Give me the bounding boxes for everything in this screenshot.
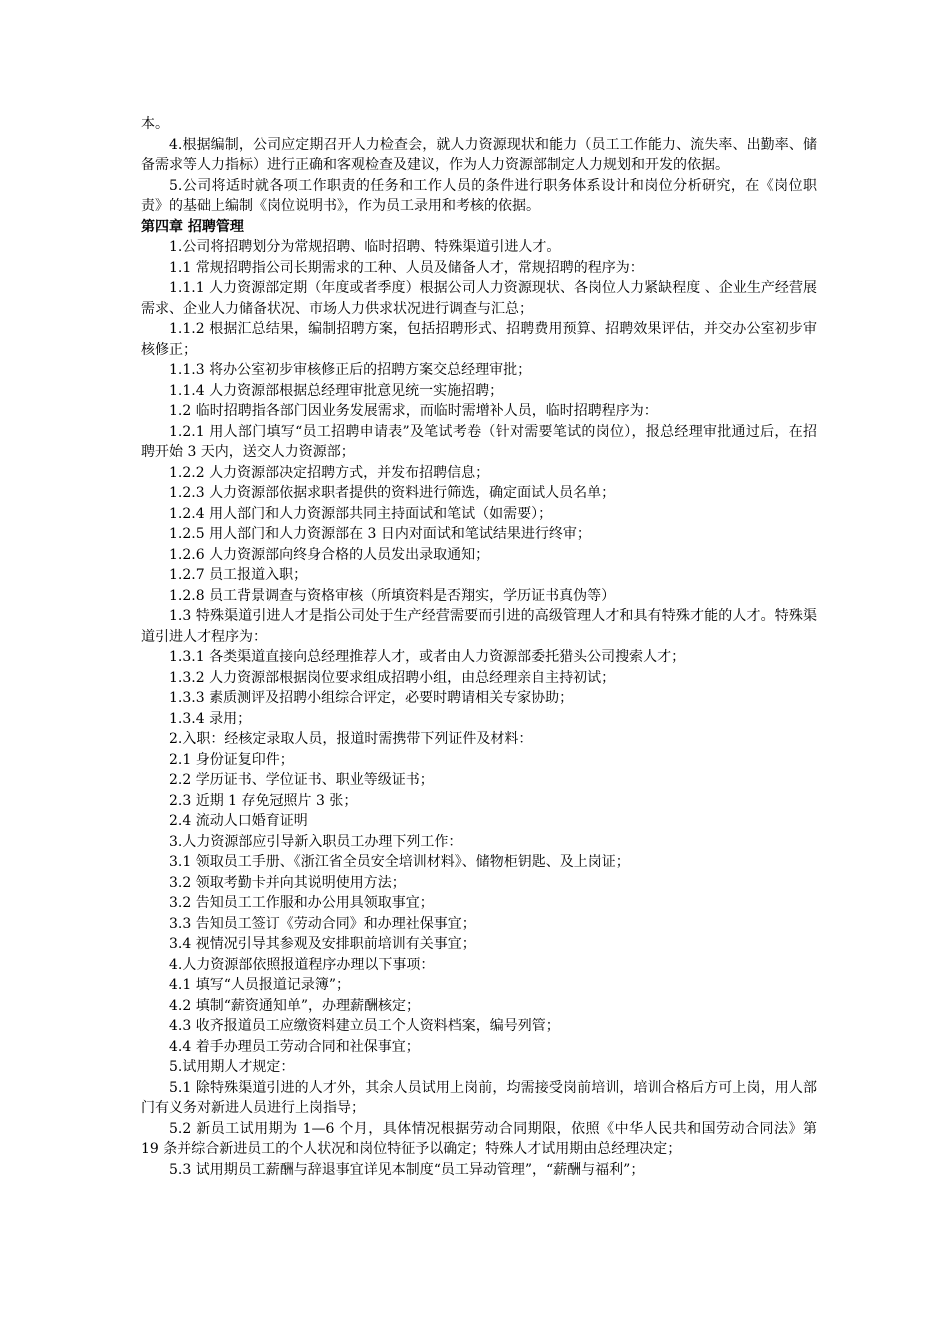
- paragraph: 3.人力资源部应引导新入职员工办理下列工作：: [169, 833, 463, 850]
- paragraph: 2.1 身份证复印件；: [169, 751, 294, 768]
- chapter-heading: 第四章 招聘管理: [141, 218, 244, 235]
- paragraph: 本。: [141, 116, 169, 132]
- paragraph: 3.2 领取考勤卡并向其说明使用方法；: [169, 874, 406, 891]
- paragraph: 1.2.6 人力资源部向终身合格的人员发出录取通知；: [169, 546, 490, 563]
- paragraph: 1.1.3 将办公室初步审核修正后的招聘方案交总经理审批；: [169, 362, 532, 378]
- paragraph: 4.1 填写“人员报道记录簿”；: [169, 977, 351, 993]
- paragraph: 2.3 近期 1 存免冠照片 3 张；: [169, 792, 358, 809]
- paragraph: 3.4 视情况引导其参观及安排职前培训有关事宜；: [169, 936, 476, 952]
- paragraph: 5.1 除特殊渠道引进的人才外，其余人员试用上岗前，均需接受岗前培训，培训合格后方可上岗，用人部门有义务对新进人员进行上岗指导；: [141, 1079, 817, 1116]
- paragraph-list: [141, 237, 817, 1180]
- paragraph: 3.3 告知员工签订《劳动合同》和办理社保事宜；: [169, 915, 476, 932]
- paragraph: 5.3 试用期员工薪酬与辞退事宜详见本制度“员工异动管理”，“薪酬与福利”；: [169, 1161, 645, 1178]
- document-page: [141, 114, 817, 1180]
- paragraph: 1.2.7 员工报道入职；: [169, 567, 308, 583]
- paragraph: 5.2 新员工试用期为 1—6 个月，具体情况根据劳动合同期限，依照《中华人民共和国劳动合同法》第 19 条并综合新进员工的个人状况和岗位特征予以确定；特殊人才试用期由总经理决定；: [141, 1120, 817, 1157]
- paragraph: 1.2.5 用人部门和人力资源部在 3 日内对面试和笔试结果进行终审；: [169, 526, 591, 542]
- paragraph: 2.4 流动人口婚育证明: [169, 813, 308, 829]
- paragraph: 3.1 领取员工手册、《浙江省全员安全培训材料》、储物柜钥匙、及上岗证；: [169, 854, 630, 870]
- paragraph: 1.3.4 录用；: [169, 710, 252, 727]
- paragraph: 1.3.2 人力资源部根据岗位要求组成招聘小组，由总经理亲自主持初试；: [169, 669, 616, 686]
- paragraph: 2.2 学历证书、学位证书、职业等级证书；: [169, 772, 434, 788]
- paragraph: 5.试用期人才规定：: [169, 1059, 295, 1075]
- paragraph: 4.4 着手办理员工劳动合同和社保事宜；: [169, 1038, 420, 1055]
- paragraph: 1.3 特殊渠道引进人才是指公司处于生产经营需要而引进的高级管理人才和具有特殊才能的人才。特殊渠道引进人才程序为：: [141, 608, 817, 645]
- paragraph: 4.3 收齐报道员工应缴资料建立员工个人资料档案，编号列管；: [169, 1018, 560, 1034]
- paragraph: 4.根据编制，公司应定期召开人力检查会，就人力资源现状和能力（员工工作能力、流失率、出勤率、储备需求等人力指标）进行正确和客观检查及建议，作为人力资源部制定人力规划和开发的依据。: [141, 136, 817, 173]
- paragraph: 5.公司将适时就各项工作职责的任务和工作人员的条件进行职务体系设计和岗位分析研究，在《岗位职责》的基础上编制《岗位说明书》，作为员工录用和考核的依据。: [141, 177, 817, 214]
- paragraph: 1.2.2 人力资源部决定招聘方式，并发布招聘信息；: [169, 464, 490, 481]
- paragraph: 4.2 填制“薪资通知单”，办理薪酬核定；: [169, 997, 421, 1014]
- paragraph: 2.入职：经核定录取人员，报道时需携带下列证件及材料：: [169, 731, 533, 747]
- paragraph: 3.2 告知员工工作服和办公用具领取事宜；: [169, 895, 434, 911]
- paragraph: 1.1.4 人力资源部根据总经理审批意见统一实施招聘；: [169, 382, 504, 399]
- paragraph: 1.3.3 素质测评及招聘小组综合评定，必要时聘请相关专家协助；: [169, 690, 574, 706]
- paragraph: 1.2.4 用人部门和人力资源部共同主持面试和笔试（如需要）；: [169, 505, 553, 522]
- paragraph: 1.2.8 员工背景调查与资格审核（所填资料是否翔实，学历证书真伪等）: [169, 587, 616, 604]
- paragraph: 1.2.1 用人部门填写“员工招聘申请表”及笔试考卷（针对需要笔试的岗位），报总经理审批通过后，在招聘开始 3 天内，送交人力资源部；: [141, 423, 817, 460]
- paragraph: 1.1 常规招聘指公司长期需求的工种、人员及储备人才，常规招聘的程序为：: [169, 259, 644, 276]
- paragraph: 1.2 临时招聘指各部门因业务发展需求，而临时需增补人员，临时招聘程序为：: [169, 403, 658, 419]
- paragraph: 1.3.1 各类渠道直接向总经理推荐人才，或者由人力资源部委托猎头公司搜索人才；: [169, 649, 686, 665]
- paragraph: 1.1.1 人力资源部定期（年度或者季度）根据公司人力资源现状、各岗位人力紧缺程度 、企业生产经营展需求、企业人力储备状况、市场人力供求状况进行调查与汇总；: [141, 280, 817, 317]
- paragraph: 1.1.2 根据汇总结果，编制招聘方案，包括招聘形式、招聘费用预算、招聘效果评估，并交办公室初步审核修正；: [141, 321, 817, 358]
- paragraph: 4.人力资源部依照报道程序办理以下事项：: [169, 956, 435, 973]
- paragraph: 1.2.3 人力资源部依据求职者提供的资料进行筛选，确定面试人员名单；: [169, 485, 616, 501]
- paragraph: 1.公司将招聘划分为常规招聘、临时招聘、特殊渠道引进人才。: [169, 239, 561, 255]
